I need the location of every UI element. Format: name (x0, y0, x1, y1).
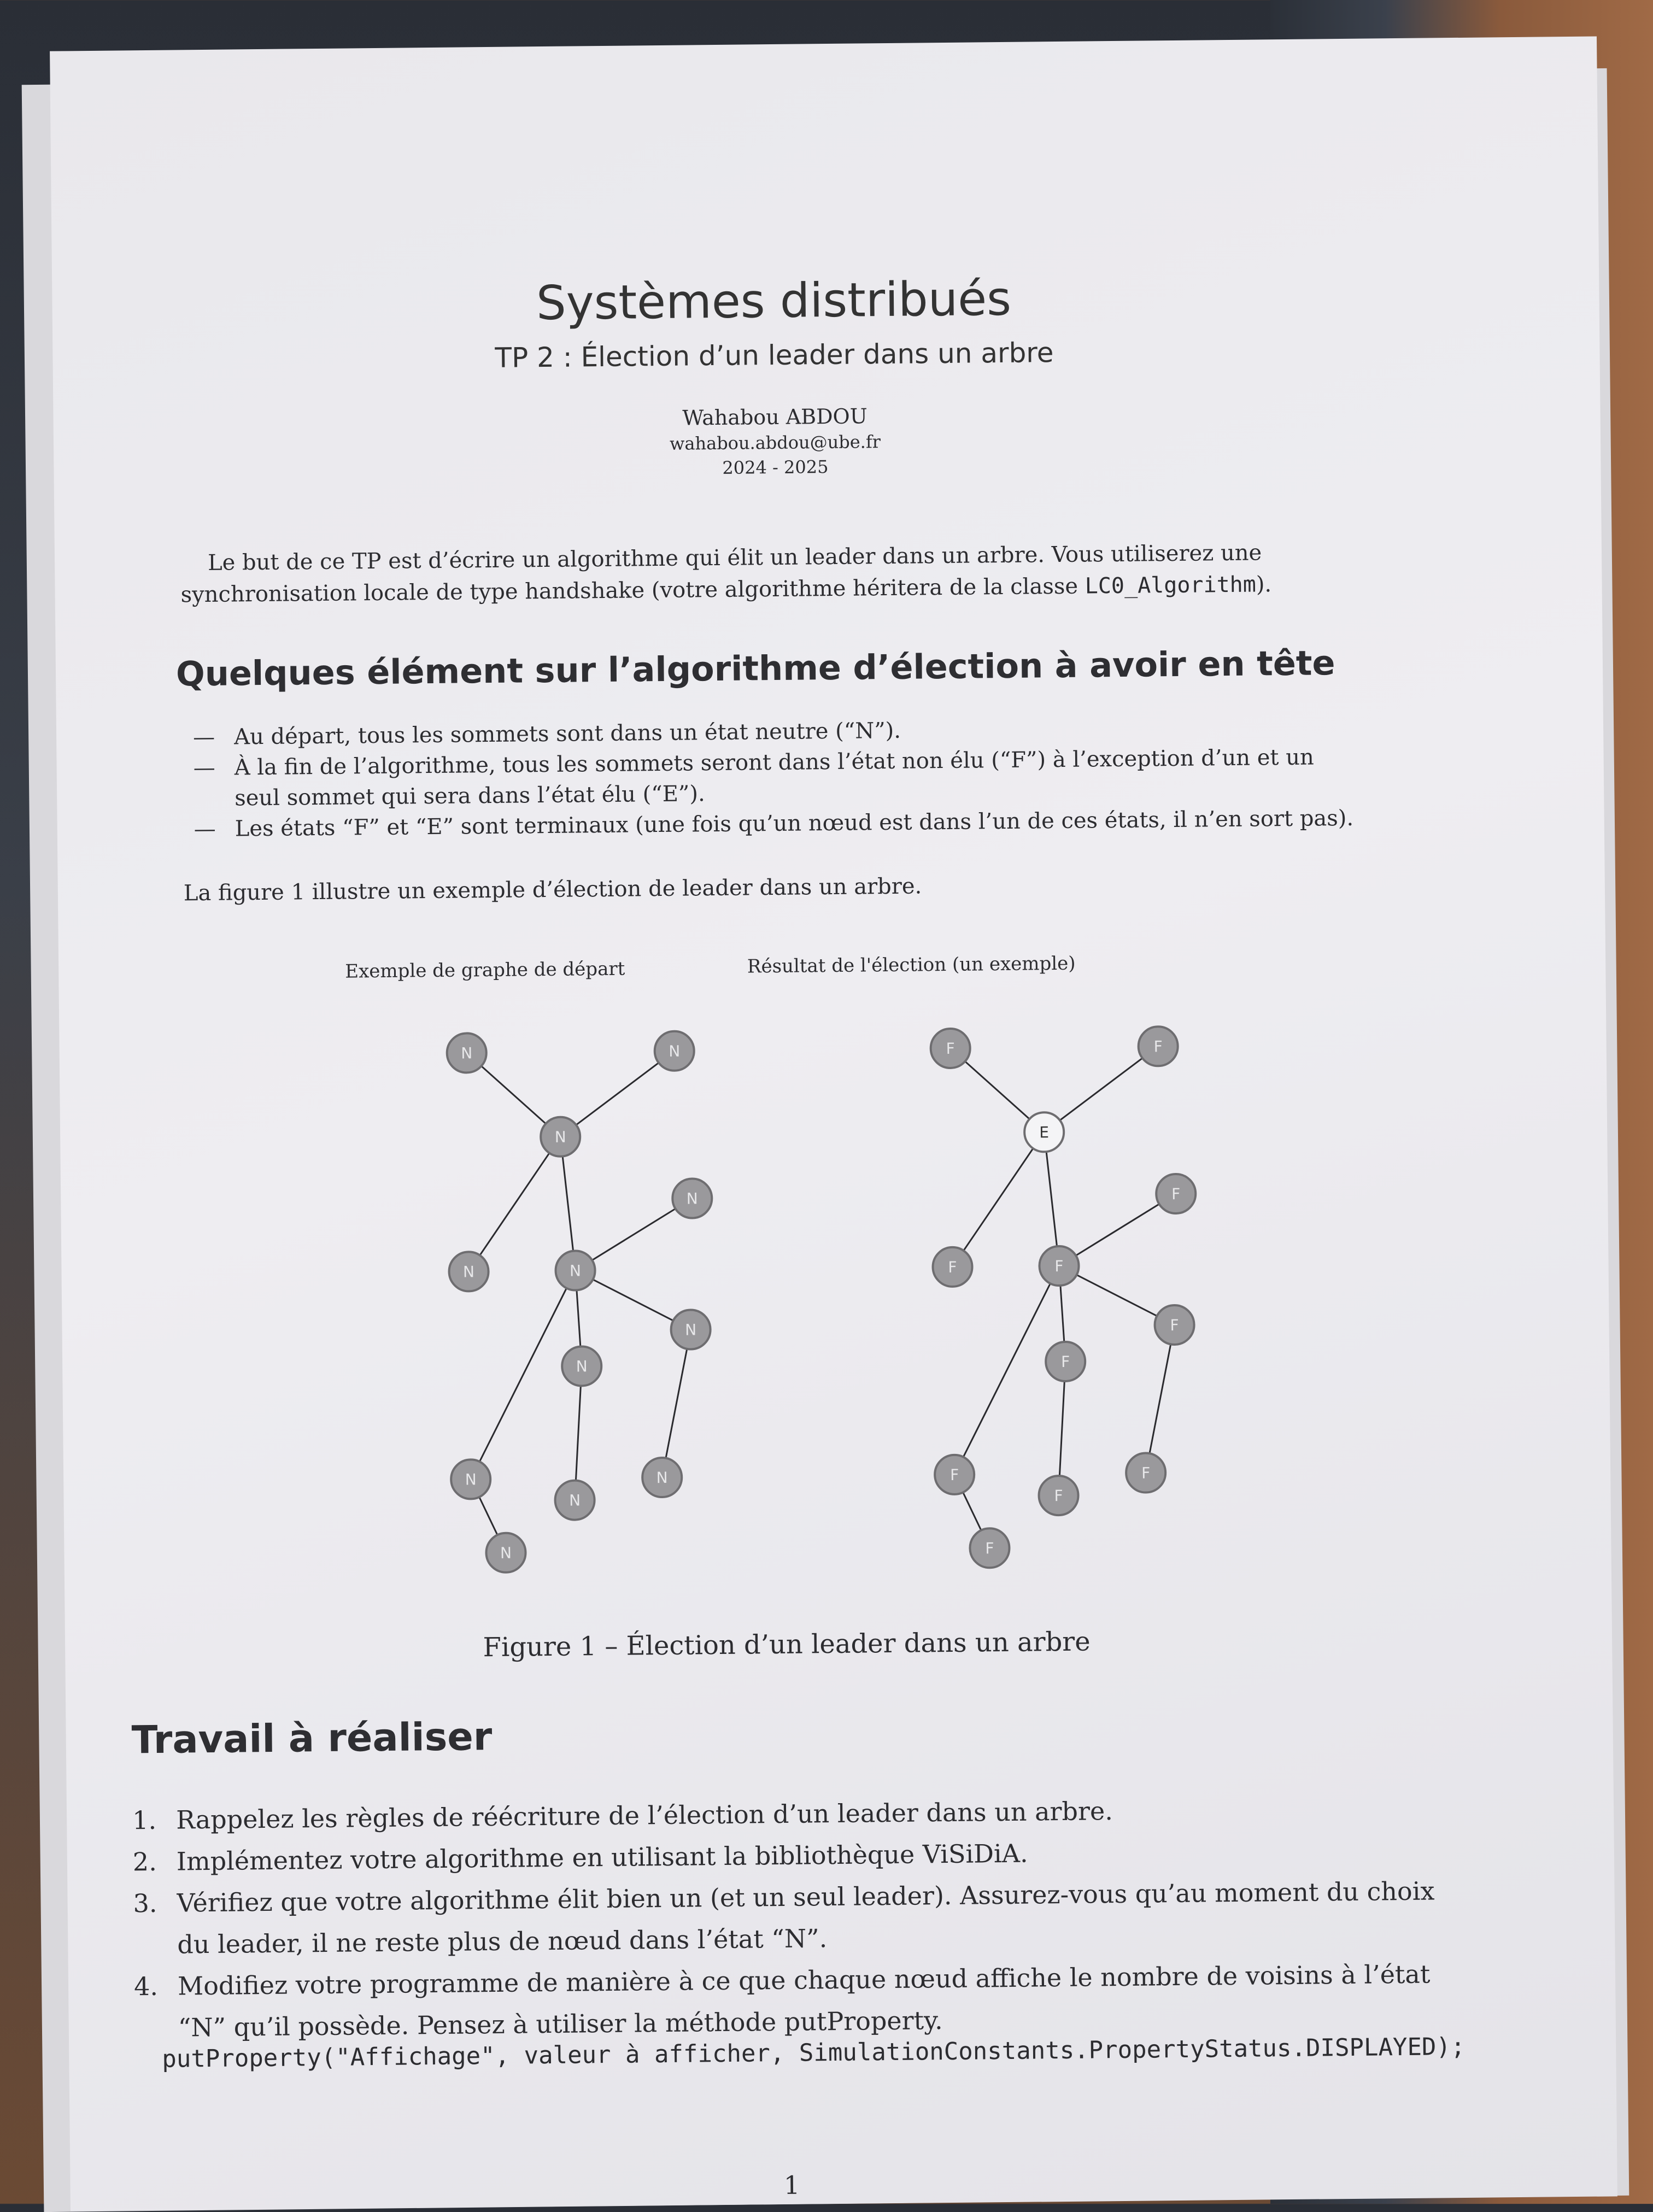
right-tree-edge (953, 1266, 1062, 1475)
left-tree-node-label: N (669, 1042, 681, 1060)
left-tree-node-label: N (465, 1470, 477, 1489)
section-heading-work: Travail à réaliser (131, 1714, 493, 1763)
task-item: 1. Rappelez les règles de réécriture de l’élection d’un leader dans un arbre. (132, 1796, 1113, 1835)
right-tree-node-label: F (985, 1539, 994, 1558)
left-tree-edge (469, 1271, 578, 1480)
left-tree-edge (661, 1330, 693, 1478)
figure-caption: Figure 1 – Élection d’un leader dans un arbre (483, 1626, 1091, 1663)
left-tree-node-label: N (554, 1128, 566, 1146)
right-tree-node-label: F (1054, 1487, 1063, 1505)
left-tree-node-label: N (569, 1262, 582, 1280)
left-tree-title: Exemple de graphe de départ (345, 958, 625, 983)
academic-year: 2024 - 2025 (722, 456, 829, 478)
right-tree-edge (951, 1132, 1045, 1267)
left-tree-node-label: N (500, 1544, 512, 1562)
left-tree (447, 1031, 715, 1573)
list-item: — Les états “F” et “E” sont terminaux (une fois qu’un nœud est dans l’un de ces états, il n’en sort pas). (194, 803, 1358, 844)
document-title: Systèmes distribués (536, 271, 1012, 331)
code-snippet: putProperty("Affichage", valeur à afficher, SimulationConstants.PropertyStatus.DISPLAYED); (162, 2032, 1466, 2073)
left-tree-node-label: N (684, 1321, 697, 1339)
document-subtitle: TP 2 : Élection d’un leader dans un arbre (495, 337, 1054, 374)
left-tree-node-label: N (462, 1263, 475, 1281)
right-tree-node-label: F (949, 1465, 959, 1484)
left-tree-node-label: N (461, 1044, 473, 1063)
right-tree-node-label: F (1153, 1037, 1163, 1056)
left-tree-edge (560, 1051, 675, 1137)
author-email: wahabou.abdou@ube.fr (669, 431, 881, 454)
right-tree (930, 1026, 1199, 1569)
page-number: 1 (783, 2170, 800, 2200)
task-list (132, 1787, 1474, 2049)
task-item: 3. Vérifiez que votre algorithme élit bien un (et un seul leader). Assurez-vous qu’au moment du choix du leader, il ne reste plus de nœud dans l’état “N”. (133, 1876, 1435, 1959)
section-heading-elements: Quelques élément sur l’algorithme d’élection à avoir en tête (175, 643, 1335, 694)
right-tree-node-label: F (1141, 1464, 1151, 1482)
list-item: — À la fin de l’algorithme, tous les sommets seront dans l’état non élu (“F”) à l’exception d’un et un seul sommet qui sera dans l’état élu (“E”). (193, 742, 1358, 814)
figure-trees (332, 936, 1267, 1600)
figure-reference: La figure 1 illustre un exemple d’élection de leader dans un arbre. (183, 873, 922, 906)
right-tree-node-label: F (1054, 1257, 1064, 1276)
class-name-code: LC0_Algorithm (1085, 572, 1257, 599)
right-tree-node-label: F (1171, 1184, 1181, 1204)
left-tree-node-label: N (568, 1491, 581, 1510)
right-tree-node-label: F (1060, 1352, 1070, 1371)
left-tree-node-label: N (686, 1189, 698, 1208)
left-tree-node-label: N (656, 1468, 668, 1487)
right-tree-node-label: E (1039, 1123, 1050, 1142)
right-tree-edge (1044, 1046, 1159, 1132)
author-name: Wahabou ABDOU (682, 404, 867, 430)
task-item: 4. Modifiez votre programme de manière à ce que chaque nœud affiche le nombre de voisins à l’état “N” qu’il possède. Pensez à utiliser la méthode putProperty. (133, 1959, 1431, 2043)
list-item: — Au départ, tous les sommets sont dans un état neutre (“N”). (193, 711, 1357, 753)
right-tree-node-label: F (1170, 1316, 1179, 1335)
document-page (50, 37, 1617, 2211)
left-tree-edge (467, 1137, 561, 1272)
right-tree-node-label: F (946, 1039, 955, 1058)
right-tree-node-label: F (948, 1258, 957, 1277)
right-tree-title: Résultat de l'élection (un exemple) (747, 952, 1076, 978)
bullet-list (193, 711, 1358, 844)
intro-paragraph: Le but de ce TP est d’écrire un algorithme qui élit un leader dans un arbre. Vous utiliserez une synchronisation locale de type handshake (votre algorithme héritera de la classe LC0_Algorithm). (180, 540, 1272, 608)
task-item: 2. Implémentez votre algorithme en utilisant la bibliothèque ViSiDiA. (132, 1838, 1028, 1877)
left-tree-node-label: N (576, 1357, 588, 1376)
right-tree-edge (1145, 1325, 1176, 1473)
